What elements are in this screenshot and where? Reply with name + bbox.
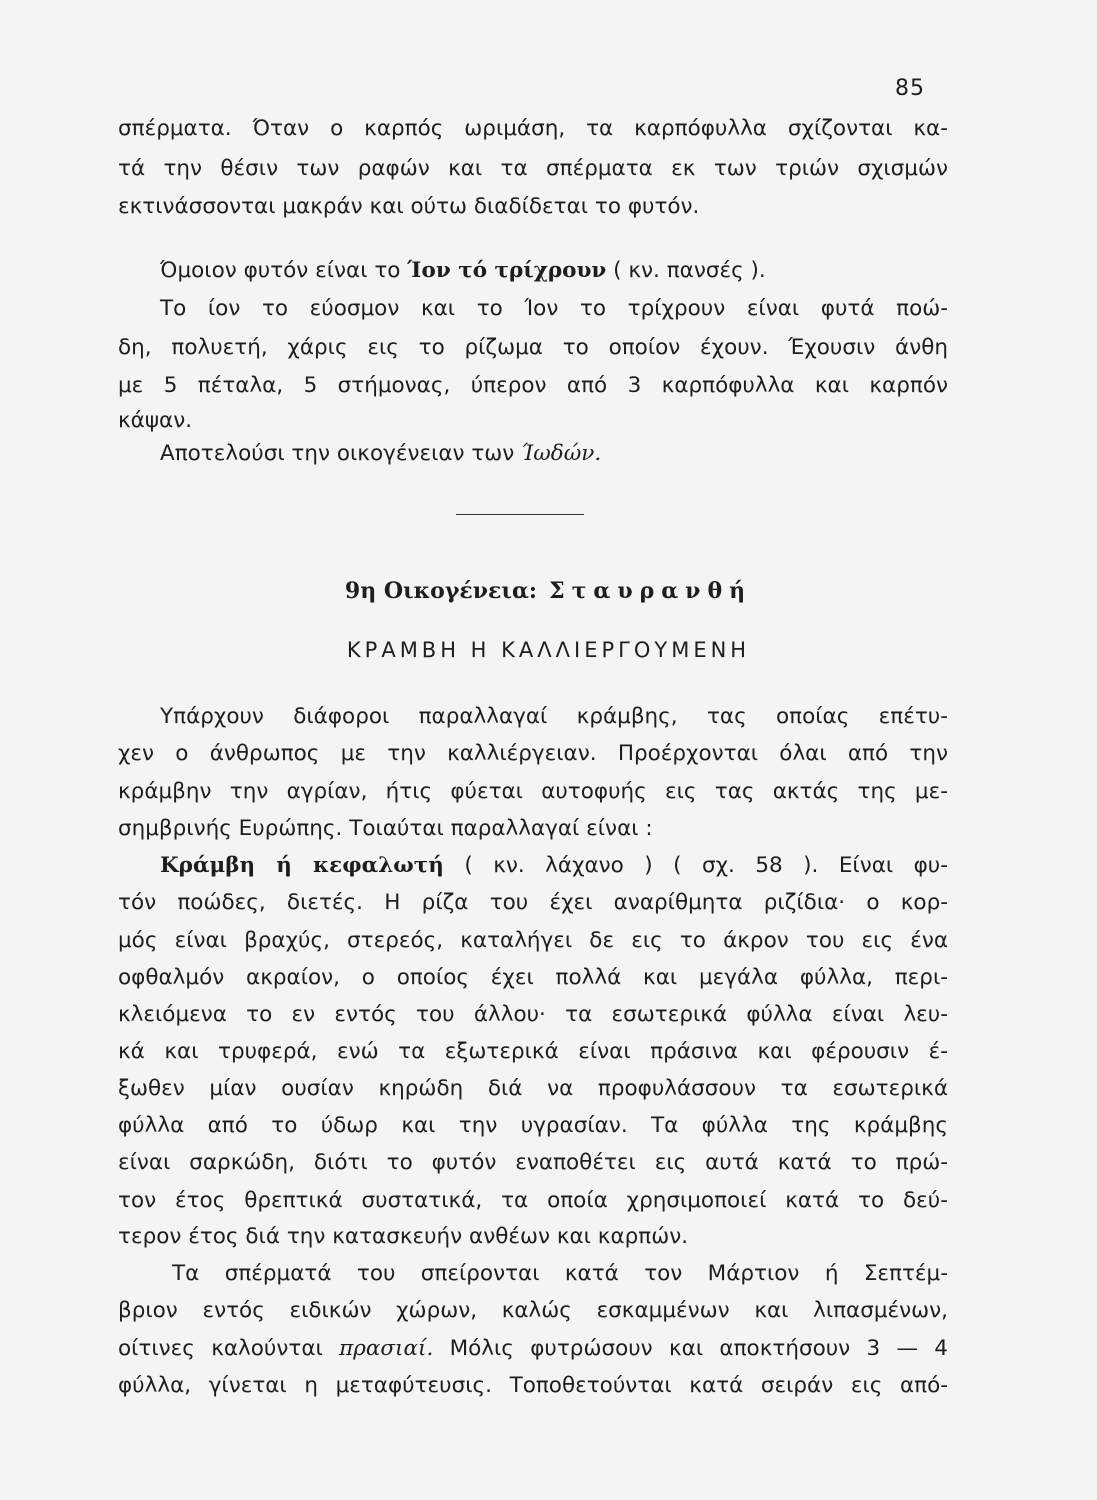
text-line: τά την θέσιν των ραφών και τα σπέρματα εκ των τριών σχισμών	[118, 156, 948, 181]
text-line: οφθαλμόν ακραίον, ο οποίος έχει πολλά και μεγάλα φύλλα, περι-	[118, 965, 948, 990]
text-line: δη, πολυετή, χάρις εις το ρίζωμα το οποίον έχουν. Έχουσιν άνθη	[118, 335, 948, 360]
page-number: 85	[895, 76, 925, 101]
text-line: τον έτος θρεπτικά συστατικά, τα οποία χρησιμοποιεί κατά το δεύ-	[118, 1188, 948, 1213]
text-span: Όμοιον φυτόν είναι το	[160, 258, 408, 283]
seedbed-line	[118, 1338, 948, 1360]
text-line: χεν ο άνθρωπος με την καλλιέργειαν. Προέρχονται όλαι από την	[118, 741, 948, 766]
text-line: ξωθεν μίαν ουσίαν κηρώδη διά να προφυλάσσουν τα εσωτερικά	[118, 1076, 948, 1101]
section-heading-label: 9η Οικογένεια:	[344, 578, 538, 604]
text-line: βριον εντός ειδικών χώρων, καλώς εσκαμμένων και λιπασμένων,	[118, 1298, 948, 1323]
text-line: σημβρινής Ευρώπης. Τοιαύται παραλλαγαί είναι :	[118, 816, 653, 841]
text-span: ( κν. λάχανο ) ( σχ. 58 ). Είναι φυ-	[443, 853, 948, 878]
section-divider	[456, 514, 584, 515]
text-line: Υπάρχουν διάφοροι παραλλαγαί κράμβης, τας οποίας επέτυ-	[160, 704, 948, 729]
text-span: ( κν. πανσές ).	[606, 258, 766, 283]
text-line: κλειόμενα το εν εντός του άλλου· τα εσωτερικά φύλλα είναι λευ-	[118, 1002, 948, 1027]
family-name-italic: Ίωδών.	[521, 441, 602, 466]
text-line: Το ίον το εύοσμον και το Ίον το τρίχρουν είναι φυτά ποώ-	[160, 296, 948, 321]
similar-plant-line	[160, 260, 948, 282]
text-line: κά και τρυφερά, ενώ τα εξωτερικά είναι πράσινα και φέρουσιν έ-	[118, 1039, 948, 1064]
seedbed-italic: πρασιαί.	[339, 1336, 434, 1361]
plant-name-bold: Ίον τό τρίχρουν	[407, 258, 607, 283]
section-heading	[0, 578, 1097, 604]
text-line: με 5 πέταλα, 5 στήμονας, ύπερον από 3 καρπόφυλλα και καρπόν	[118, 373, 948, 398]
text-line: σπέρματα. Όταν ο καρπός ωριμάση, τα καρπόφυλλα σχίζονται κα-	[118, 116, 948, 141]
section-heading-name: Σταυρανθή	[549, 578, 753, 604]
cabbage-line	[160, 855, 948, 877]
text-line: εκτινάσσονται μακράν και ούτω διαδίδεται το φυτόν.	[118, 194, 700, 219]
text-line: τερον έτος διά την κατασκευήν ανθέων και καρπών.	[118, 1224, 689, 1249]
text-line: Τα σπέρματά του σπείρονται κατά τον Μάρτιον ή Σεπτέμ-	[172, 1261, 948, 1286]
text-line: είναι σαρκώδη, διότι το φυτόν εναποθέτει εις αυτά κατά το πρώ-	[118, 1150, 948, 1175]
family-line	[160, 443, 948, 465]
text-line: τόν ποώδες, διετές. Η ρίζα του έχει αναρίθμητα ριζίδια· ο κορ-	[118, 890, 948, 915]
cabbage-name-bold: Κράμβη ή κεφαλωτή	[160, 853, 444, 878]
text-line: μός είναι βραχύς, στερεός, καταλήγει δε εις το άκρον του εις ένα	[118, 928, 948, 953]
text-line: φύλλα από το ύδωρ και την υγρασίαν. Τα φύλλα της κράμβης	[118, 1113, 948, 1138]
text-line: κράμβην την αγρίαν, ήτις φύεται αυτοφυής εις τας ακτάς της με-	[118, 779, 948, 804]
text-span: οίτινες καλούνται	[118, 1336, 340, 1361]
text-line: φύλλα, γίνεται η μεταφύτευσις. Τοποθετούνται κατά σειράν εις από-	[118, 1373, 948, 1398]
text-span: Μόλις φυτρώσουν και αποκτήσουν 3 — 4	[433, 1336, 948, 1361]
section-subheading: ΚΡΑΜΒΗ Η ΚΑΛΛΙΕΡΓΟΥΜΕΝΗ	[346, 638, 751, 662]
text-line: κάψαν.	[118, 408, 193, 433]
text-span: Αποτελούσι την οικογένειαν των	[160, 441, 522, 466]
